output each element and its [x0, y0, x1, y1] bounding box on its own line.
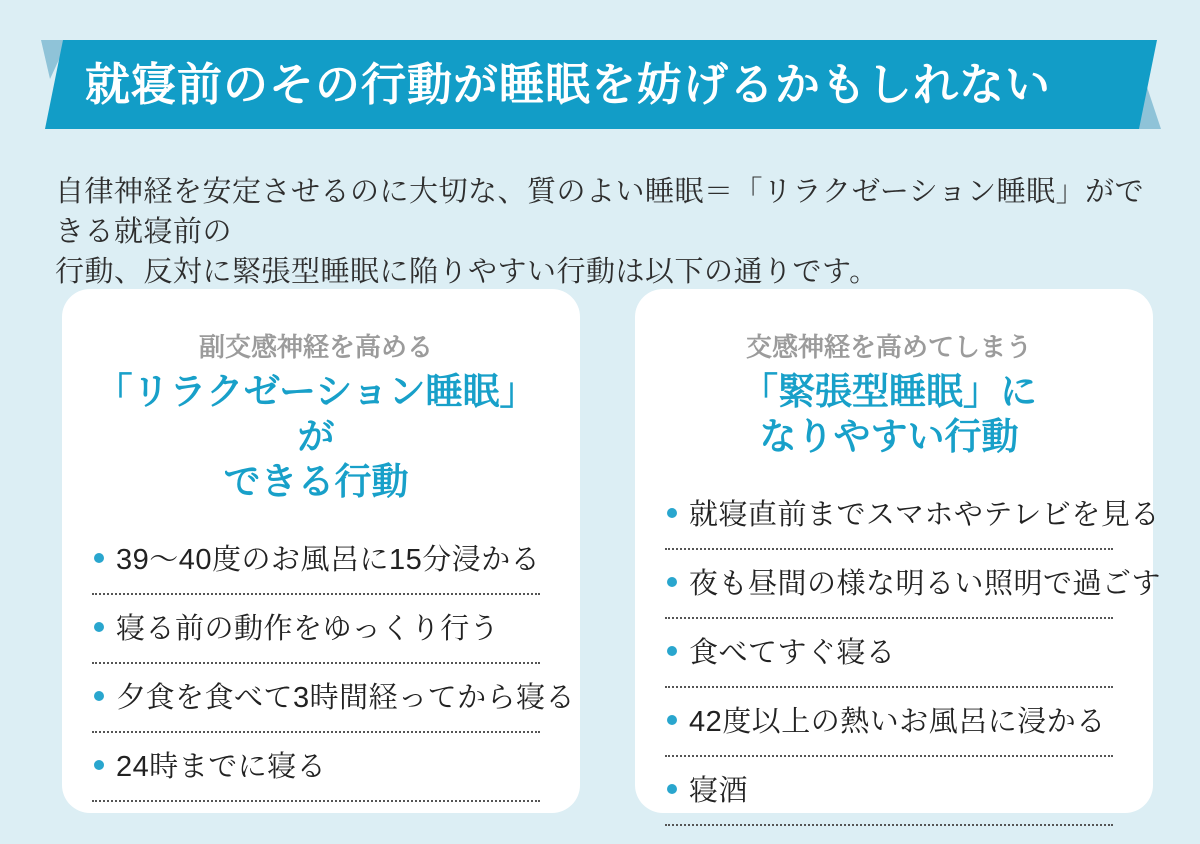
bullet-dot-icon: [667, 715, 677, 725]
relaxation-card-title: [92, 369, 540, 504]
bullet-dot-icon: [667, 646, 677, 656]
relaxation-behavior-list: [92, 526, 576, 802]
comparison-cards: [62, 289, 1162, 813]
tension-card-title-line2: なりやすい行動: [759, 416, 1019, 457]
intro-paragraph: [55, 172, 1160, 292]
relaxation-sleep-card: [62, 289, 580, 813]
bullet-dot-icon: [94, 553, 104, 563]
list-item-label: 夕食を食べて3時間経ってから寝る: [116, 682, 576, 714]
list-item: [665, 619, 1113, 688]
bullet-dot-icon: [94, 760, 104, 770]
relaxation-card-subtitle: 副交感神経を高める: [198, 332, 433, 362]
list-item-label: 夜も昼間の様な明るい照明で過ごす: [689, 568, 1162, 600]
bullet-dot-icon: [667, 577, 677, 587]
list-item-label: 食べてすぐ寝る: [689, 637, 896, 669]
tension-card-title: [665, 369, 1113, 459]
bullet-dot-icon: [94, 691, 104, 701]
list-item: [665, 481, 1160, 550]
list-item: [665, 757, 1113, 826]
intro-line-1: 自律神経を安定させるのに大切な、質のよい睡眠＝「リラクゼーション睡眠」ができる就寝前の: [55, 176, 1145, 248]
list-item-label: 寝る前の動作をゆっくり行う: [116, 613, 500, 645]
list-item-label: 42度以上の熱いお風呂に浸かる: [689, 706, 1106, 738]
intro-line-2: 行動、反対に緊張型睡眠に陥りやすい行動は以下の通りです。: [55, 256, 879, 288]
header-banner: [0, 0, 1200, 160]
list-item: [665, 550, 1162, 619]
bullet-dot-icon: [667, 784, 677, 794]
relaxation-card-title-line2: できる行動: [223, 461, 409, 502]
list-item-label: 39～40度のお風呂に15分浸かる: [116, 544, 541, 576]
bullet-dot-icon: [667, 508, 677, 518]
list-item-label: 寝酒: [689, 775, 749, 807]
tension-sleep-card: [635, 289, 1162, 813]
relaxation-card-title-line1: 「リラクゼーション睡眠」が: [95, 371, 537, 457]
list-item: [92, 664, 576, 733]
list-item: [92, 595, 540, 664]
tension-behavior-list: [665, 481, 1162, 826]
tension-card-subtitle: 交感神経を高めてしまう: [745, 332, 1032, 362]
bullet-dot-icon: [94, 622, 104, 632]
list-item-label: 24時までに寝る: [116, 751, 327, 783]
page-title: 就寝前のその行動が睡眠を妨げるかもしれない: [85, 59, 1052, 110]
list-item-label: 就寝直前までスマホやテレビを見る: [689, 499, 1160, 531]
list-item: [92, 526, 540, 595]
tension-card-title-line1: 「緊張型睡眠」に: [741, 371, 1037, 412]
list-item: [92, 733, 540, 802]
list-item: [665, 688, 1113, 757]
